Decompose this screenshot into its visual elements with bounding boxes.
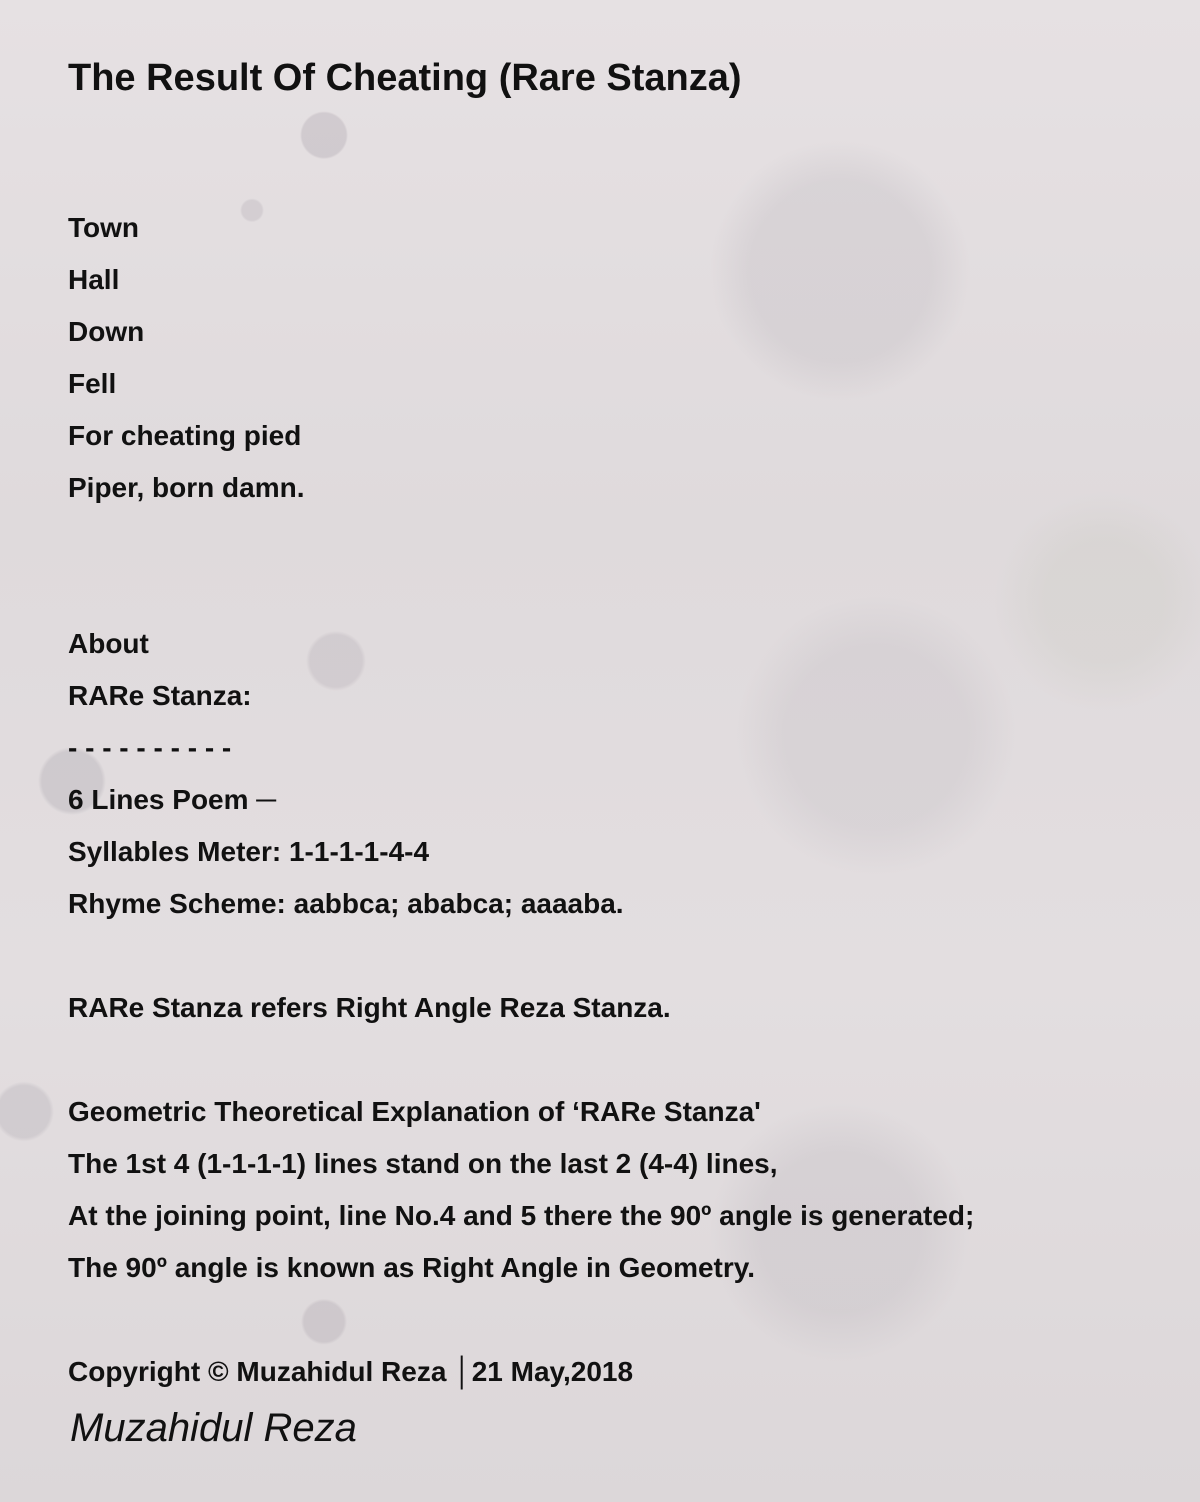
poem-line: About [68,628,149,659]
author-name: Muzahidul Reza [70,1406,357,1450]
poem-line: - - - - - - - - - - [68,732,232,763]
poem-line: The 90º angle is known as Right Angle in Geometry. [68,1252,756,1283]
poem-line: RARe Stanza refers Right Angle Reza Stanza. [68,992,671,1023]
poem-container [68,50,1178,1398]
copyright-line: Copyright © Muzahidul Reza │21 May,2018 [68,1356,634,1387]
poem-body [68,202,1178,1398]
poem-line: Down [68,316,145,347]
poem-line: For cheating pied [68,420,302,451]
poem-line: At the joining point, line No.4 and 5 there the 90º angle is generated; [68,1200,975,1231]
poem-line: 6 Lines Poem ─ [68,784,277,815]
poem-line: Geometric Theoretical Explanation of ‘RARe Stanza' [68,1096,761,1127]
blank-line [68,1294,1178,1346]
blank-line [68,1034,1178,1086]
poem-line: Hall [68,264,120,295]
poem-line: Syllables Meter: 1-1-1-1-4-4 [68,836,430,867]
poem-title: The Result Of Cheating (Rare Stanza) [68,57,742,99]
blank-line [68,566,1178,618]
blank-line [68,930,1178,982]
poem-line: Rhyme Scheme: aabbca; ababca; aaaaba. [68,888,624,919]
poem-line: RARe Stanza: [68,680,252,711]
poem-line: The 1st 4 (1-1-1-1) lines stand on the last 2 (4-4) lines, [68,1148,778,1179]
poem-line: Town [68,212,140,243]
blank-line [68,514,1178,566]
poem-line: Fell [68,368,117,399]
poem-line: Piper, born damn. [68,472,305,503]
